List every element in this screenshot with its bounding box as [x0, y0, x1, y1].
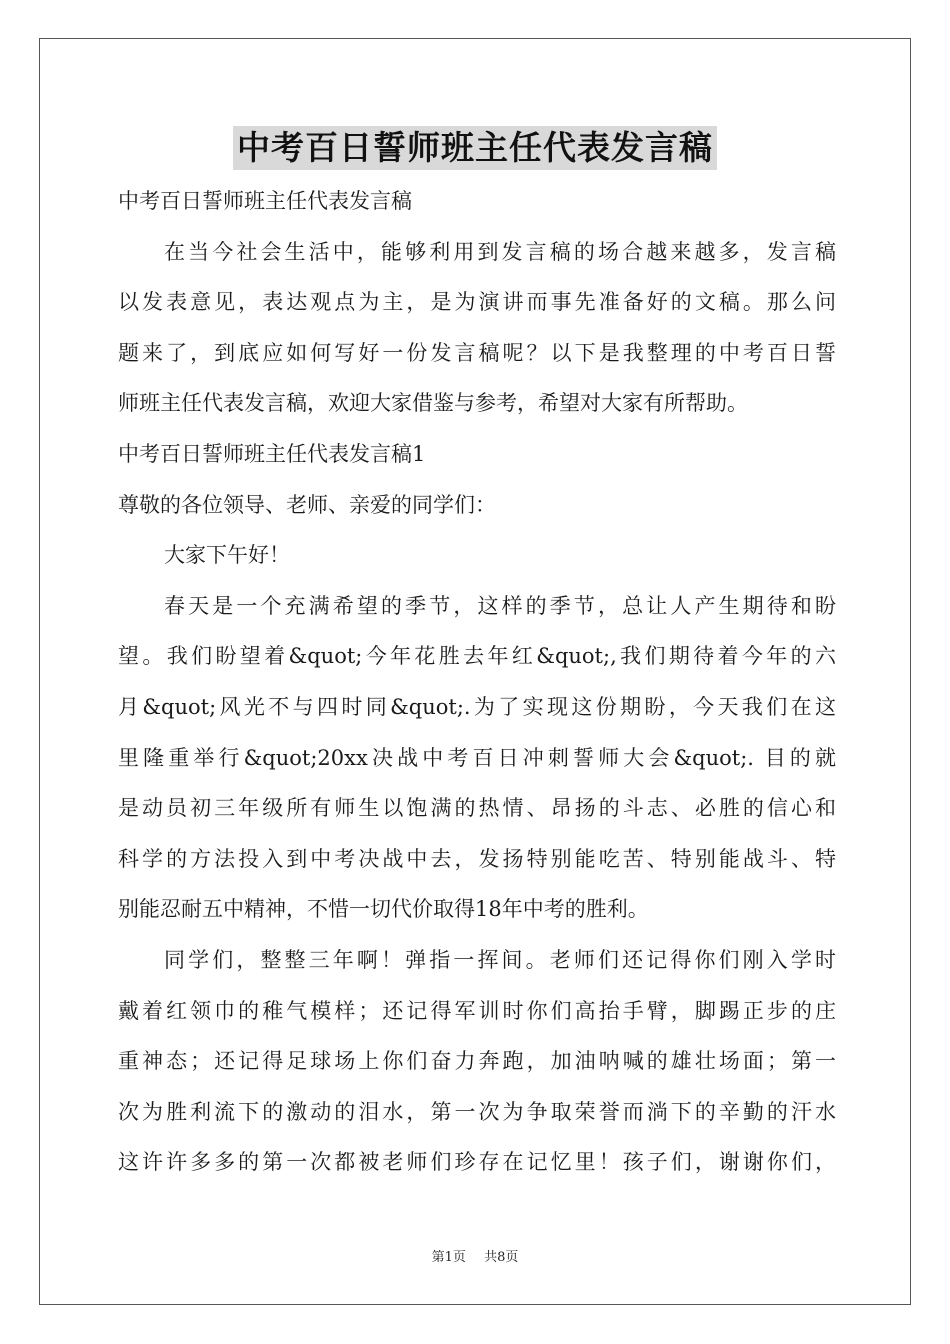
- text-line: 科学的方法投入到中考决战中去，发扬特别能吃苦、特别能战斗、特: [118, 846, 836, 871]
- text-line: 次为胜利流下的激动的泪水，第一次为争取荣誉而淌下的辛勤的汗水: [118, 1099, 836, 1124]
- text-line: 同学们，整整三年啊！弹指一挥间。老师们还记得你们刚入学时: [164, 947, 836, 972]
- text-line: 以发表意见，表达观点为主，是为演讲而事先准备好的文稿。那么问: [118, 290, 836, 315]
- document-body: [118, 176, 836, 1188]
- page-footer: [0, 1246, 950, 1265]
- text-line: 这许许多多的第一次都被老师们珍存在记忆里！孩子们，谢谢你们，: [118, 1150, 836, 1175]
- text-line: 别能忍耐五中精神，不惜一切代价取得18年中考的胜利。: [118, 897, 649, 922]
- text-line: 戴着红领巾的稚气模样；还记得军训时你们高抬手臂，脚踢正步的庄: [118, 998, 836, 1023]
- title-container: [0, 126, 950, 170]
- page-number: 第1页: [431, 1250, 466, 1265]
- text-line: 师班主任代表发言稿，欢迎大家借鉴与参考，希望对大家有所帮助。: [118, 391, 748, 416]
- text-line: 中考百日誓师班主任代表发言稿: [118, 189, 412, 213]
- text-line: 月&quot;风光不与四时同&quot;.为了实现这份期盼，今天我们在这: [118, 694, 836, 719]
- text-line: 在当今社会生活中，能够利用到发言稿的场合越来越多，发言稿: [164, 239, 836, 264]
- text-line: 尊敬的各位领导、老师、亲爱的同学们：: [118, 492, 496, 517]
- text-line: 重神态；还记得足球场上你们奋力奔跑，加油呐喊的雄壮场面；第一: [118, 1049, 836, 1074]
- text-line: 大家下午好！: [164, 543, 290, 568]
- text-line: 春天是一个充满希望的季节，这样的季节，总让人产生期待和盼: [164, 593, 836, 618]
- text-line: 中考百日誓师班主任代表发言稿1: [118, 441, 426, 466]
- text-line: 是动员初三年级所有师生以饱满的热情、昂扬的斗志、必胜的信心和: [118, 796, 836, 821]
- text-line: 题来了，到底应如何写好一份发言稿呢？以下是我整理的中考百日誓: [118, 340, 836, 365]
- text-line: 望。我们盼望着&quot;今年花胜去年红&quot;,我们期待着今年的六: [118, 644, 836, 669]
- page-total: 共8页: [484, 1250, 519, 1265]
- text-line: 里隆重举行&quot;20xx决战中考百日冲刺誓师大会&quot;. 目的就: [118, 745, 836, 770]
- document-title: 中考百日誓师班主任代表发言稿: [233, 126, 717, 170]
